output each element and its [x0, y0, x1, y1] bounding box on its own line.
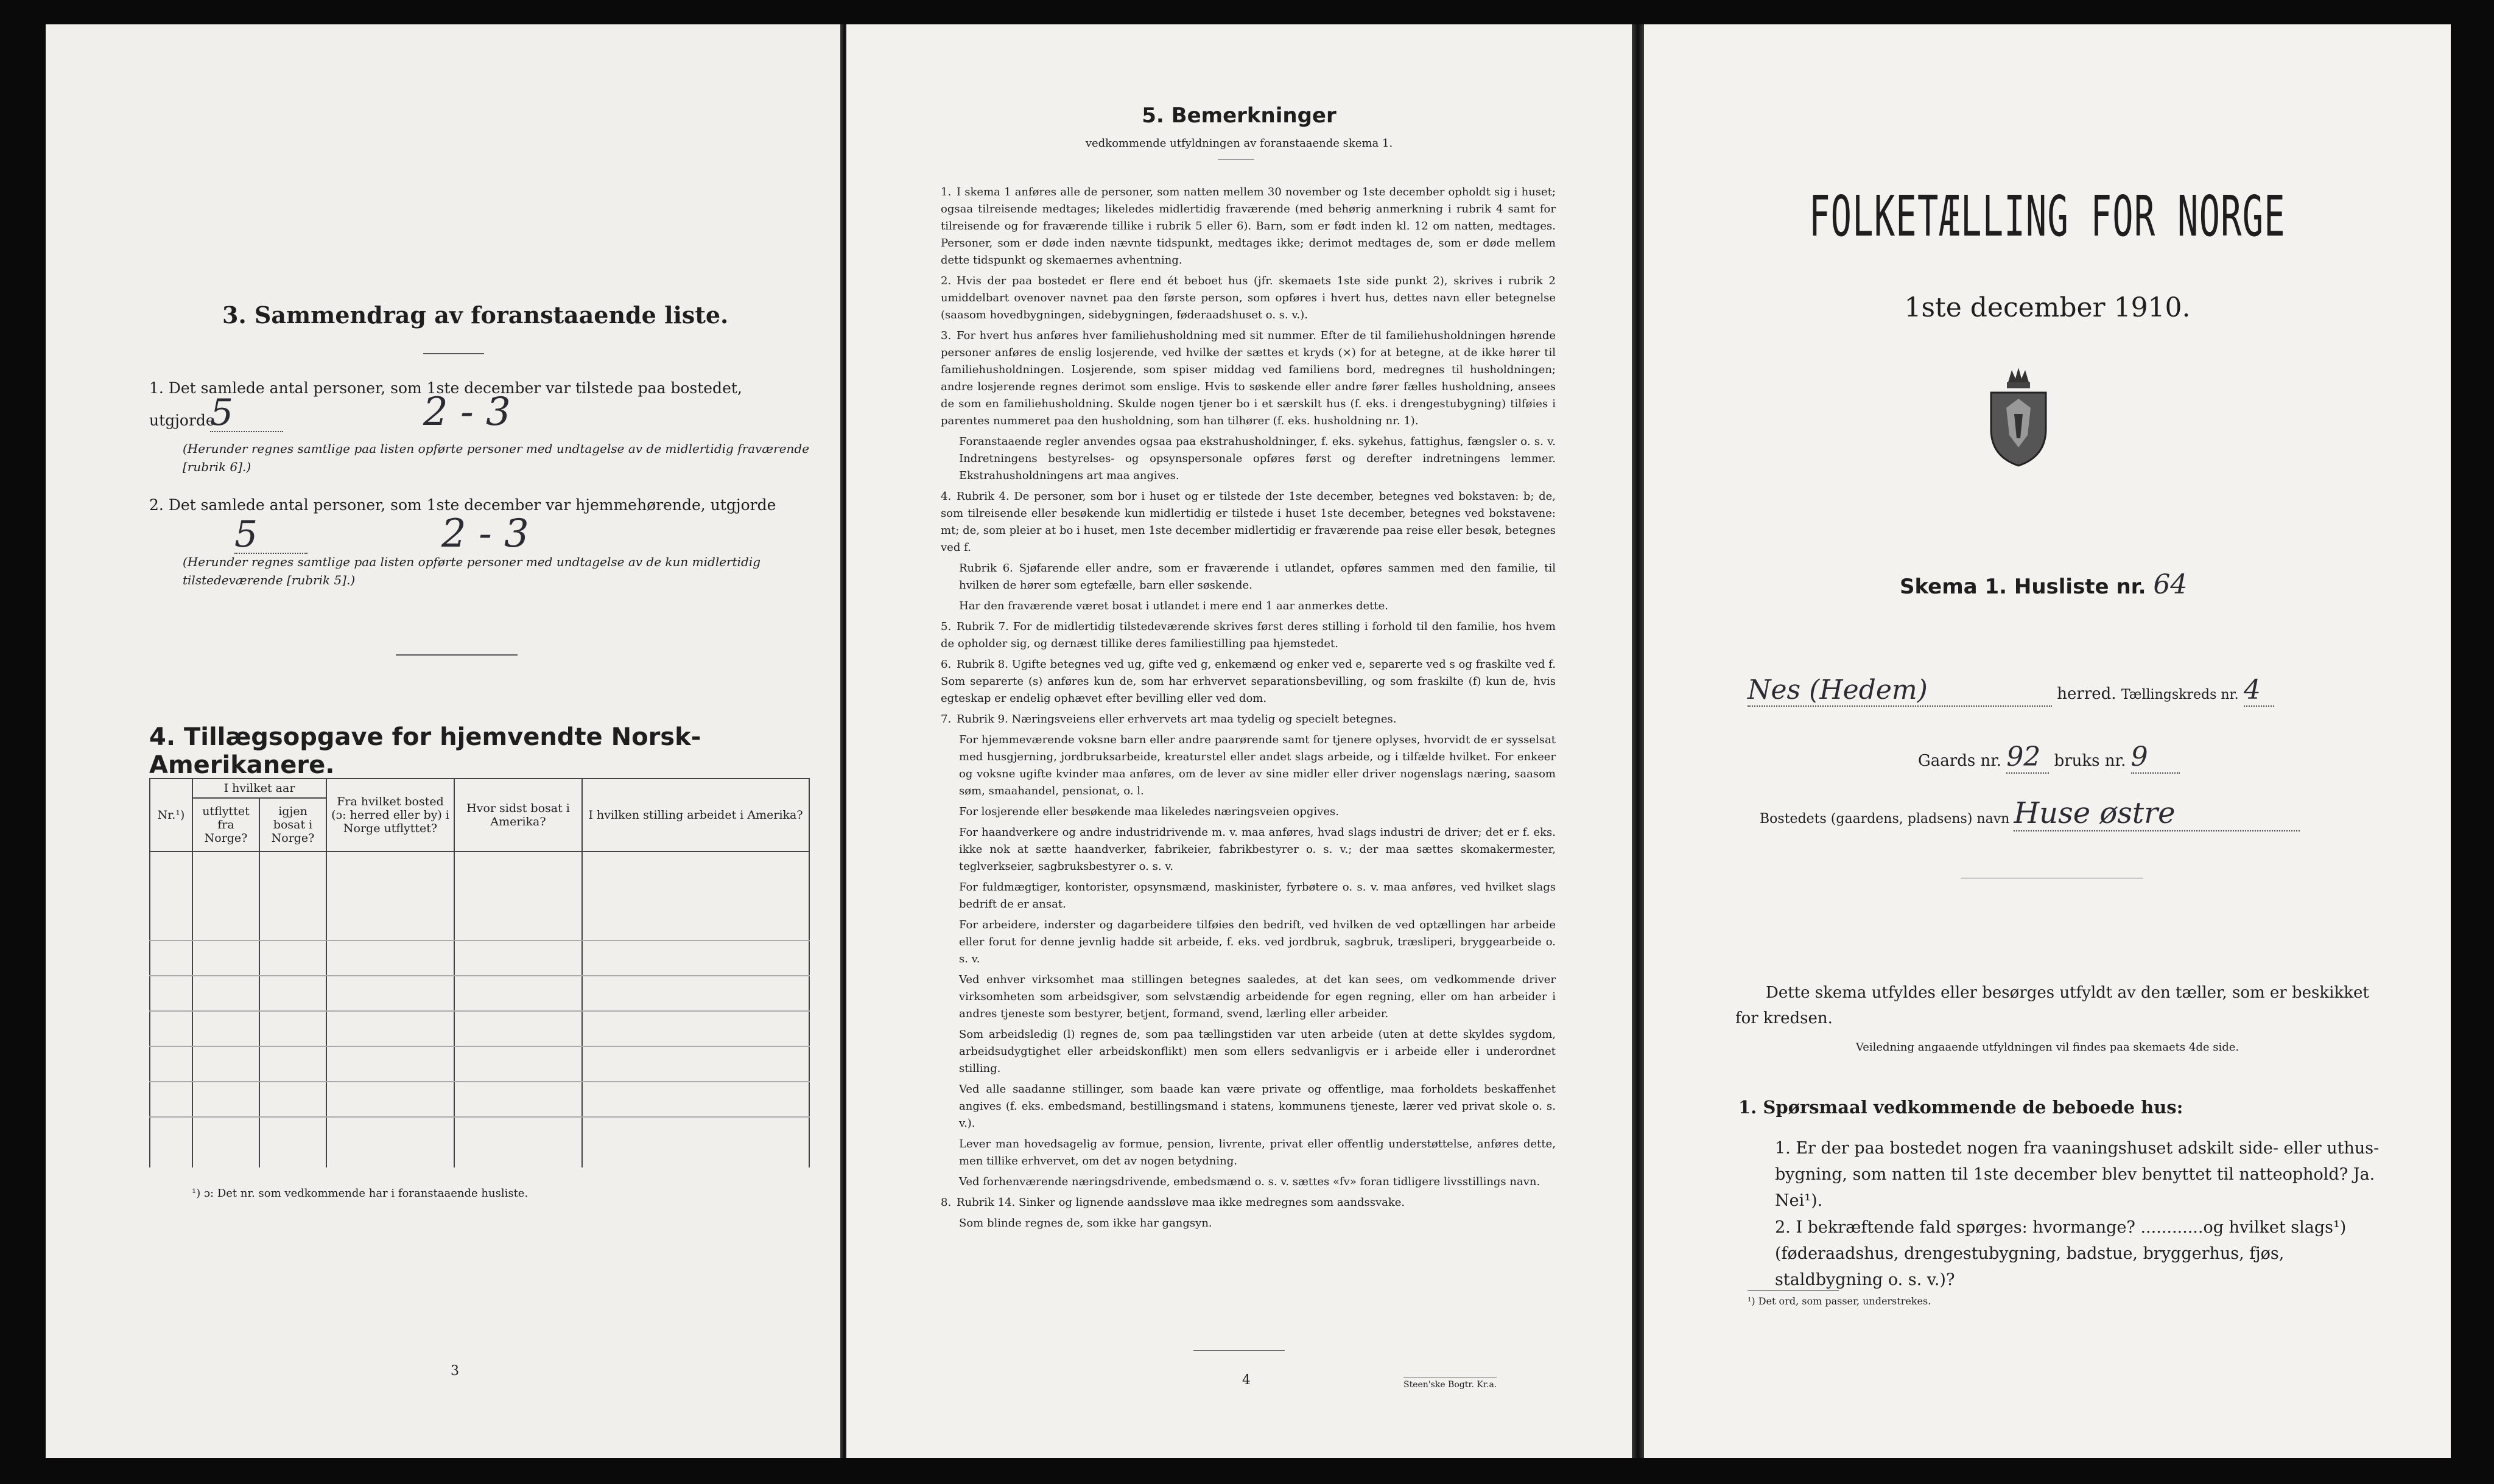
remark-paragraph — [941, 184, 1556, 269]
tillaeg-table-wrap — [149, 778, 810, 1167]
gaard-label: Gaards nr. — [1918, 752, 2002, 770]
remark-paragraph — [941, 560, 1556, 594]
form-title: FOLKETÆLLING FOR NORGE — [1809, 184, 2286, 249]
bruk-value: 9 — [2131, 741, 2180, 774]
herred-label: herred. — [2057, 685, 2116, 703]
instruction: Dette skema utfyldes eller besørges utfyldt av den tæller, som er beskikket for kredsen. — [1735, 984, 2369, 1027]
th-fra: Fra hvilket bosted (ɔ: herred eller by) i Norge utflyttet? — [326, 779, 454, 852]
skema-label: Skema 1. Husliste nr. — [1900, 575, 2146, 599]
th-sidst: Hvor sidst bosat i Amerika? — [454, 779, 582, 852]
remark-number: 1. — [941, 186, 952, 198]
herred-value: Nes (Hedem) — [1748, 674, 2052, 707]
q1-title: 1. Spørsmaal vedkommende de beboede hus: — [1738, 1097, 2183, 1118]
remark-paragraph — [941, 1026, 1556, 1077]
remark-paragraph — [941, 803, 1556, 821]
th-nr: Nr.¹) — [150, 779, 192, 852]
divider — [1748, 1290, 1839, 1291]
item2-num: 2. — [149, 496, 164, 514]
page-number: 3 — [451, 1363, 459, 1379]
remark-paragraph — [941, 1081, 1556, 1132]
remark-text: Rubrik 14. Sinker og lignende aandssløve maa ikke medregnes som aandssvake. — [957, 1196, 1405, 1209]
divider — [1218, 159, 1254, 160]
remark-paragraph — [941, 327, 1556, 430]
page-3 — [46, 24, 840, 1458]
remark-text: Som arbeidsledig (l) regnes de, som paa tællingstiden var uten arbeide (uten at dette skyldes sygdom, arbeidsudygtighet eller arbeidskonflikt) men som ellers sedvanligvis er i arbeide eller i underordnet stilling. — [959, 1028, 1556, 1075]
remark-paragraph — [941, 488, 1556, 556]
item2-text: Det samlede antal personer, som 1ste december var hjemmehørende, utgjorde — [168, 496, 776, 514]
bosted-label: Bostedets (gaardens, pladsens) navn — [1760, 811, 2010, 827]
item1-hand-note: 2 - 3 — [423, 390, 511, 435]
remark-paragraph — [941, 1174, 1556, 1191]
remarks-title: 5. Bemerkninger — [1142, 103, 1337, 128]
remark-text: Ved enhver virksomhet maa stillingen betegnes saaledes, at det kan sees, om vedkommende driver virksomheten som arbeidsgiver, som selvstændig arbeidende for egen regning, eller om han arbeider i andres tjeneste som bestyrer, betjent, formand, svend, lærling eller arbeider. — [959, 973, 1556, 1020]
remark-number: 6. — [941, 658, 952, 671]
remark-text: For arbeidere, inderster og dagarbeidere tilføies den bedrift, ved hvilken de ved optællingen har arbeide eller forut for denne jevnlig hadde sit arbeide, f. eks. ved jordbruk, sagbruk, træsliperi, bryggearbeide o. s. v. — [959, 919, 1556, 965]
remark-text: Foranstaaende regler anvendes ogsaa paa ekstrahusholdninger, f. eks. sykehus, fattighus, fængsler o. s. v. Indretningens bestyrelses- og opsynspersonale opføres først og derefter indretningens lemmer. Ekstrahusholdningens art maa angives. — [959, 435, 1556, 482]
remark-number: 8. — [941, 1196, 952, 1209]
page3-footnote: ¹) ɔ: Det nr. som vedkommende har i foranstaaende husliste. — [192, 1187, 529, 1200]
item1-value: 5 — [210, 394, 283, 432]
gaard-line — [1918, 741, 2180, 774]
kreds-value: 4 — [2244, 674, 2274, 707]
remark-text: Rubrik 4. De personer, som bor i huset og er tilstede der 1ste december, betegnes ved bokstaven: b; de, som tilreisende eller besøkende kun midlertidig er tilstede i huset 1ste december, betegnes ved bokstavene: mt; de, som pleier at bo i huset, men 1ste december midlertidig er fraværende paa reise eller besøk, betegnes ved f. — [941, 490, 1556, 554]
bruk-label: bruks nr. — [2054, 752, 2126, 770]
th-group: I hvilket aar — [192, 779, 326, 798]
remarks-subtitle: vedkommende utfyldningen av foranstaaende skema 1. — [1085, 137, 1393, 150]
remark-text: I skema 1 anføres alle de personer, som natten mellem 30 november og 1ste december opholdt sig i huset; ogsaa tilreisende medtages; likeledes midlertidig fraværende (med behørig anmerkning i rubrik 4 samt for tilreisende og for fraværende tillike i rubrik 5 eller 6). Barn, som er født inden kl. 12 om natten, medtages. Personer, som er døde inden nævnte tidspunkt, medtages ikke; derimot medtages de, som er døde mellem dette tidspunkt og skemaernes avhentning. — [941, 186, 1556, 267]
remark-text: For hvert hus anføres hver familiehusholdning med sit nummer. Efter de til familiehusholdningen hørende personer anføres de enslig losjerende, ved hvilke der sættes et kryds (×) for at betegne, at de ikke hører til familiehusholdningen. Losjerende, som spiser middag ved familiens bord, medregnes til husholdningen; andre losjerende regnes derimot som enslige. Hvis to søskende eller andre fører fælles husholdning, ansees de som en familiehusholdning. Skulde nogen tjener bo i et særskilt hus (f. eks. i drengestubygning) tilføies i parentes nummeret paa den husholdning, som han tilhører (f. eks. husholdning nr. 1). — [941, 329, 1556, 427]
remark-text: Har den fraværende været bosat i utlandet i mere end 1 aar anmerkes dette. — [959, 600, 1388, 612]
herred-line — [1748, 674, 2393, 707]
item1-utgjorde-label: utgjorde — [149, 411, 215, 429]
printer-imprint: Steen'ske Bogtr. Kr.a. — [1403, 1377, 1497, 1390]
remark-number: 5. — [941, 620, 952, 633]
item1-note: (Herunder regnes samtlige paa listen opførte personer med undtagelse av de midlertidig fraværende [rubrik 6].) — [183, 441, 810, 474]
remark-text: Rubrik 9. Næringsveiens eller erhvervets art maa tydelig og specielt betegnes. — [957, 713, 1397, 726]
remark-text: Ved forhenværende næringsdrivende, embedsmænd o. s. v. sættes «fv» foran tidligere livsstillings navn. — [959, 1175, 1540, 1188]
remarks-list — [941, 184, 1556, 1236]
page-number: 4 — [1242, 1373, 1251, 1388]
instruction-small: Veiledning angaaende utfyldningen vil findes paa skemaets 4de side. — [1855, 1041, 2239, 1054]
remark-paragraph — [941, 273, 1556, 324]
fold-shadow — [1632, 24, 1644, 1458]
page-1 — [1644, 24, 2451, 1458]
section4-title: 4. Tillægsopgave for hjemvendte Norsk-Amerikanere. — [149, 723, 701, 779]
husliste-number: 64 — [2153, 569, 2188, 600]
remark-paragraph — [941, 879, 1556, 913]
remark-number: 7. — [941, 713, 952, 726]
remark-text: Rubrik 6. Sjøfarende eller andre, som er fraværende i utlandet, opføres sammen med den familie, til hvilken de hører som egtefælle, barn eller søskende. — [959, 562, 1556, 592]
page-4 — [846, 24, 1632, 1458]
divider — [396, 654, 518, 656]
item1-num: 1. — [149, 379, 164, 397]
remark-number: 4. — [941, 490, 952, 503]
remark-text: For hjemmeværende voksne barn eller andre paarørende samt for tjenere oplyses, hvorvidt de er sysselsat med husgjerning, jordbruksarbeide, kreaturstel eller andet slags arbeide, og i tilfælde hvilket. For enkeer og voksne ugifte kvinder maa anføres, om de lever av sine midler eller driver nogenslags næring, saasom søm, smaahandel, pensionat, o. l. — [959, 733, 1556, 797]
item2-hand-note: 2 - 3 — [441, 511, 529, 556]
remark-paragraph — [941, 1136, 1556, 1170]
item2-note: (Herunder regnes samtlige paa listen opførte personer med undtagelse av de kun midlertidig tilstedeværende [rubrik 5].) — [183, 555, 761, 587]
gaard-value: 92 — [2006, 741, 2049, 774]
coat-of-arms-icon — [1985, 365, 2052, 469]
remark-text: Ved alle saadanne stillinger, som baade kan være private og offentlige, maa forholdets beskaffenhet angives (f. eks. embedsmand, bestillingsmand i statens, kommunens tjeneste, lærer ved privat skole o. s. v.). — [959, 1083, 1556, 1130]
remark-number: 3. — [941, 329, 952, 342]
remark-text: Som blinde regnes de, som ikke har gangsyn. — [959, 1217, 1212, 1230]
form-date: 1ste december 1910. — [1904, 292, 2191, 323]
th-igjen: igjen bosat i Norge? — [259, 798, 326, 852]
remark-paragraph — [941, 711, 1556, 728]
remark-paragraph — [941, 971, 1556, 1023]
remark-paragraph — [941, 1194, 1556, 1211]
remark-paragraph — [941, 656, 1556, 707]
remark-paragraph — [941, 1215, 1556, 1232]
bosted-value: Huse østre — [2014, 796, 2300, 831]
table-row-rules — [149, 906, 810, 1149]
remark-paragraph — [941, 618, 1556, 653]
remark-paragraph — [941, 598, 1556, 615]
th-stilling: I hvilken stilling arbeidet i Amerika? — [582, 779, 809, 852]
th-utflyttet: utflyttet fra Norge? — [192, 798, 259, 852]
page1-footnote: ¹) Det ord, som passer, understrekes. — [1748, 1295, 1931, 1307]
remark-text: Lever man hovedsagelig av formue, pension, livrente, privat eller offentlig understøttelse, anføres dette, men tillike erhvervet, om det av nogen betydning. — [959, 1138, 1556, 1167]
remark-paragraph — [941, 433, 1556, 485]
section3-title: 3. Sammendrag av foranstaaende liste. — [222, 301, 729, 329]
remark-text: For losjerende eller besøkende maa likeledes næringsveien opgives. — [959, 805, 1339, 818]
bosted-line — [1760, 796, 2300, 831]
remark-text: For haandverkere og andre industridrivende m. v. maa anføres, hvad slags industri de driver; det er f. eks. ikke nok at sætte haandverker, fabrikeier, fabrikbestyrer o. s. v.; der maa sættes skomakermester, teglverkseier, sagbruksbestyrer o. s. v. — [959, 826, 1556, 873]
remark-text: For fuldmægtiger, kontorister, opsynsmænd, maskinister, fyrbøtere o. s. v. maa anføres, ved hvilket slags bedrift de er ansat. — [959, 881, 1556, 911]
remark-paragraph — [941, 917, 1556, 968]
q1-1: 1. Er der paa bostedet nogen fra vaaningshuset adskilt side- eller uthus-bygning, som natten til 1ste december blev benyttet til natteophold? Ja. Nei¹). — [1775, 1139, 2380, 1210]
skema-line — [1900, 569, 2187, 600]
item2-value: 5 — [234, 516, 307, 554]
remark-paragraph — [941, 824, 1556, 875]
item1-text: Det samlede antal personer, som 1ste december var tilstede paa bostedet, — [168, 379, 742, 397]
remark-text: Hvis der paa bostedet er flere end ét beboet hus (jfr. skemaets 1ste side punkt 2), skrives i rubrik 2 umiddelbart ovenover navnet paa den første person, som opføres i hvert hus, dettes navn eller betegnelse (saasom hovedbygningen, sidebygningen, føderaadshuset o. s. v.). — [941, 275, 1556, 321]
remark-text: Rubrik 8. Ugifte betegnes ved ug, gifte ved g, enkemænd og enker ved e, separerte ved s og fraskilte ved f. Som separerte (s) anføres kun de, som har erhvervet separationsbevilling, og som fraskilte (f) kun de, hvis egteskap er endelig ophævet efter bevilling eller ved dom. — [941, 658, 1556, 705]
divider — [423, 353, 484, 354]
q1-2: 2. I bekræftende fald spørges: hvormange? ............og hvilket slags¹) (føderaadshus, drengestubygning, badstue, bryggerhus, fjøs, staldbygning o. s. v.)? — [1775, 1218, 2347, 1289]
divider — [1193, 1350, 1285, 1351]
remark-number: 2. — [941, 275, 952, 287]
remark-text: Rubrik 7. For de midlertidig tilstedeværende skrives først deres stilling i forhold til den familie, hos hvem de opholder sig, og dernæst tillike deres familiestilling paa hjemstedet. — [941, 620, 1556, 650]
remark-paragraph — [941, 732, 1556, 800]
kreds-label: Tællingskreds nr. — [2121, 687, 2239, 702]
